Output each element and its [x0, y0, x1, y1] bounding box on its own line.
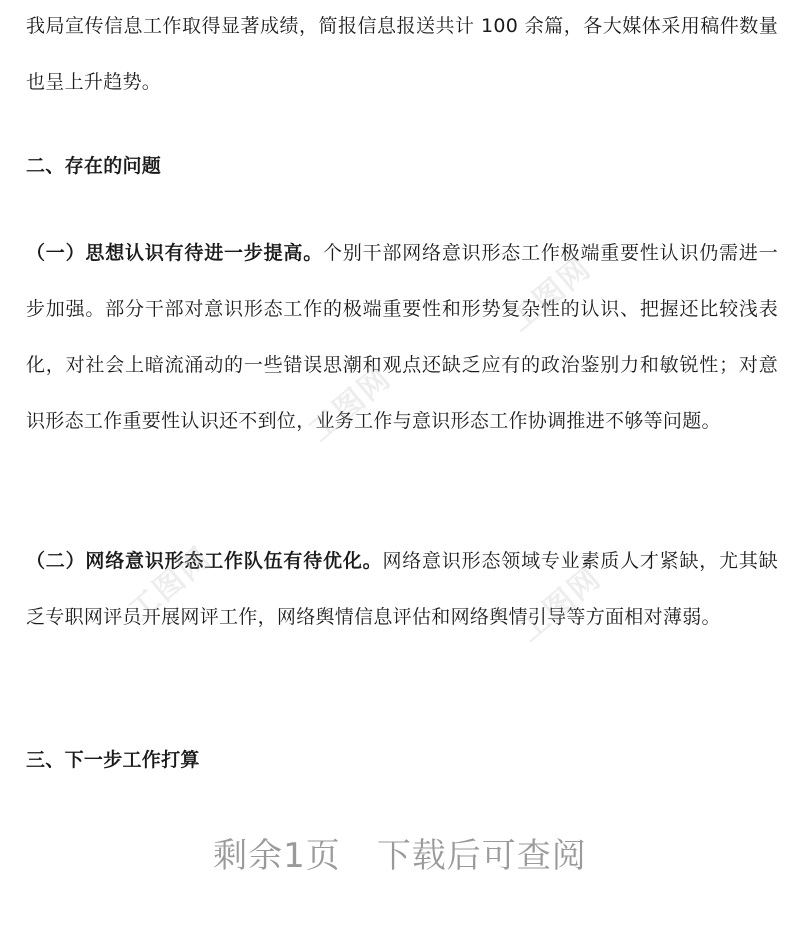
section-heading-next-steps: 三、下一步工作打算: [26, 749, 200, 771]
download-to-view-label: 下载后可查阅: [376, 836, 587, 876]
paragraph-publicity-results: 我局宣传信息工作取得显著成绩，简报信息报送共计 100 余篇，各大媒体采用稿件数量也呈上升趋势。: [26, 15, 778, 93]
remaining-pages-notice[interactable]: [0, 828, 800, 877]
watermark: 工图网: [302, 360, 399, 449]
paragraph-body-2: 网络意识形态领域专业素质人才紧缺，尤其缺乏专职网评员开展网评工作，网络舆情信息评估和网络舆情引导等方面相对薄弱。: [26, 550, 778, 628]
watermark: 工图网: [122, 540, 219, 629]
paragraph-lead-1: （一）思想认识有待进一步提高。: [26, 242, 324, 264]
paragraph-team-optimization: [26, 533, 778, 645]
watermark: 工图网: [512, 560, 609, 649]
paragraph-ideological-awareness: [26, 225, 778, 449]
paragraph-body-1: 个别干部网络意识形态工作极端重要性认识仍需进一步加强。部分干部对意识形态工作的极端重要性和形势复杂性的认识、把握还比较浅表化，对社会上暗流涌动的一些错误思潮和观点还缺乏应有的政治鉴别力和敏锐性；对意识形态工作重要性认识还不到位，业务工作与意识形态工作协调推进不够等问题。: [26, 242, 778, 432]
section-heading-problems: 二、存在的问题: [26, 155, 162, 177]
paragraph-lead-2: （二）网络意识形态工作队伍有待优化。: [26, 550, 383, 572]
remaining-pages-label: 剩余1页: [213, 836, 341, 876]
watermark: 工图网: [502, 250, 599, 339]
